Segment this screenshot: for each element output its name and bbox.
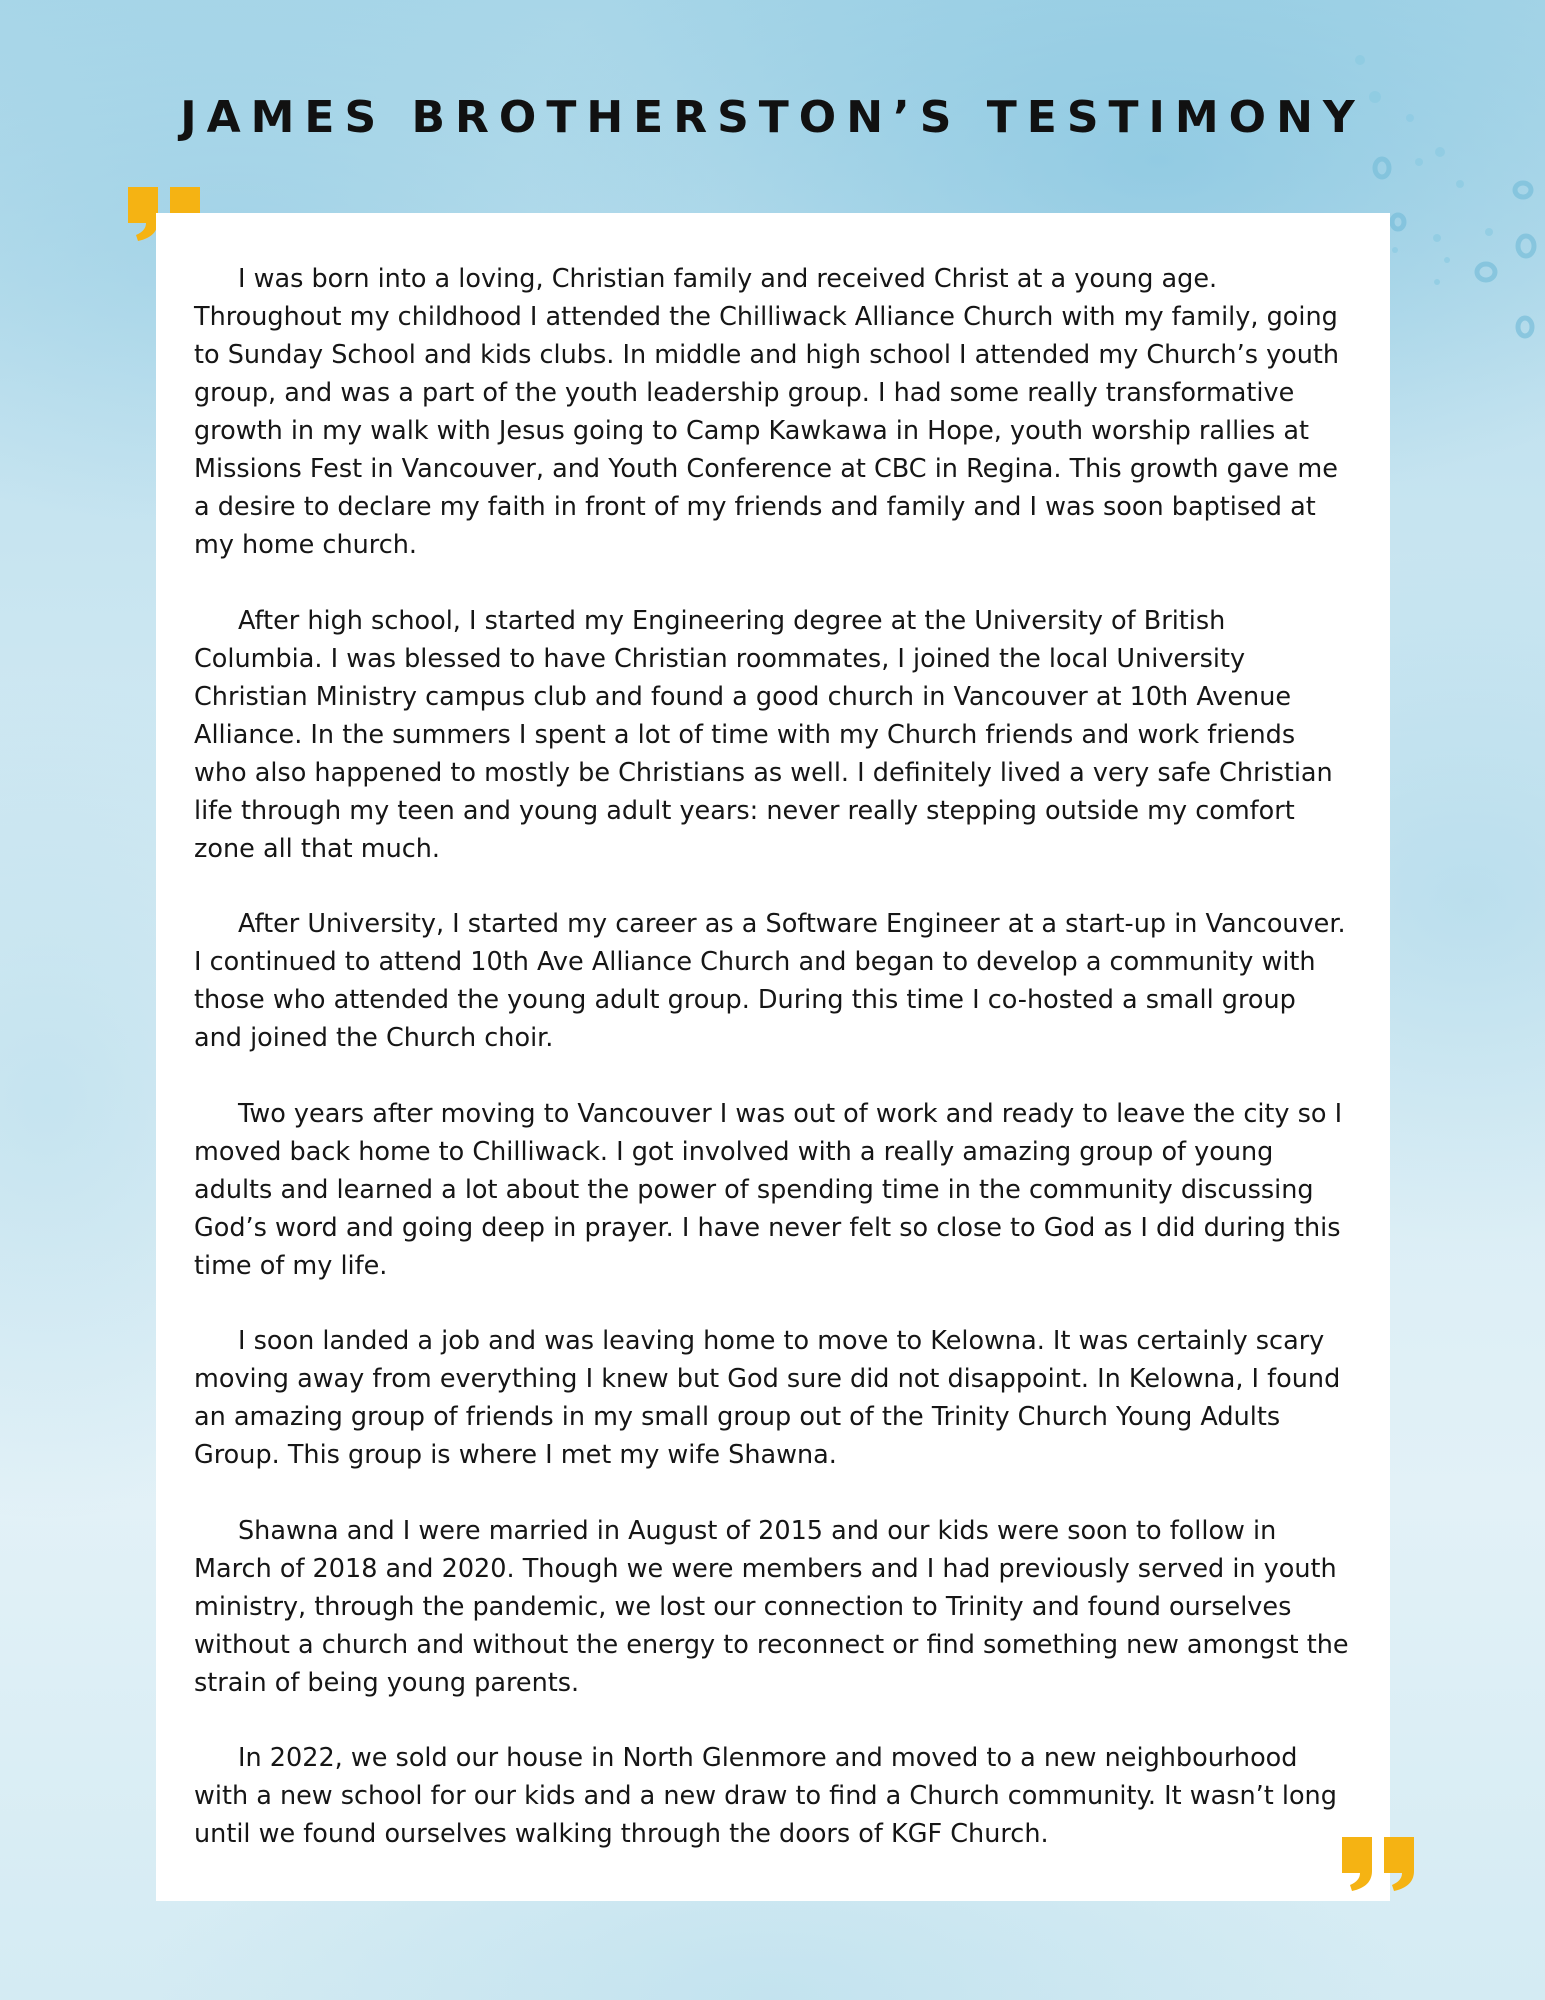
testimony-paragraph-5: I soon landed a job and was leaving home to move to Kelowna. It was certainly scary moving away from everything I knew but God sure did not disappoint. In Kelowna, I found an amazing group of friends in my small group out of the Trinity Church Young Adults Group. This group is where I met my wife Shawna. (194, 1326, 1341, 1470)
closing-quote-icon (1340, 1835, 1418, 1893)
testimony-paragraph-6: Shawna and I were married in August of 2015 and our kids were soon to follow in March of 2018 and 2020. Though we were members and I had previously served in youth ministry, through the pandemic, we lost our connection to Trinity and found ourselves without a church and without the energy to reconnect or find something new amongst the strain of being young parents. (194, 1515, 1349, 1698)
page-title: JAMES BROTHERSTON’S TESTIMONY (180, 92, 1365, 143)
testimony-paragraph-3: After University, I started my career as a Software Engineer at a start-up in Vancouver. I continued to attend 10th Ave Alliance Church and began to develop a community with those who attended the young adult group. During this time I co-hosted a small group and joined the Church choir. (194, 909, 1346, 1053)
testimony-paragraph-1: I was born into a loving, Christian family and received Christ at a young age. Throughout my childhood I attended the Chilliwack Alliance Church with my family, going to Sunday School and kids clubs. In middle and high school I attended my Church’s youth group, and was a part of the youth leadership group. I had some really transformative growth in my walk with Jesus going to Camp Kawkawa in Hope, youth worship rallies at Missions Fest in Vancouver, and Youth Conference at CBC in Regina. This growth gave me a desire to declare my faith in front of my friends and family and I was soon baptised at my home church. (194, 264, 1340, 560)
testimony-card (156, 213, 1390, 1901)
testimony-paragraph-4: Two years after moving to Vancouver I was out of work and ready to leave the city so I moved back home to Chilliwack. I got involved with a really amazing group of young adults and learned a lot about the power of spending time in the community discussing God’s word and going deep in prayer. I have never felt so close to God as I did during this time of my life. (194, 1098, 1343, 1281)
testimony-paragraph-7: In 2022, we sold our house in North Glenmore and moved to a new neighbourhood with a new school for our kids and a new draw to find a Church community. It wasn’t long until we found ourselves walking through the doors of KGF Church. (194, 1743, 1337, 1849)
testimony-paragraph-2: After high school, I started my Engineering degree at the University of British Columbia. I was blessed to have Christian roommates, I joined the local University Christian Ministry campus club and found a good church in Vancouver at 10th Avenue Alliance. In the summers I spent a lot of time with my Church friends and work friends who also happened to mostly be Christians as well. I definitely lived a very safe Christian life through my teen and young adult years: never really stepping outside my comfort zone all that much. (194, 605, 1333, 864)
